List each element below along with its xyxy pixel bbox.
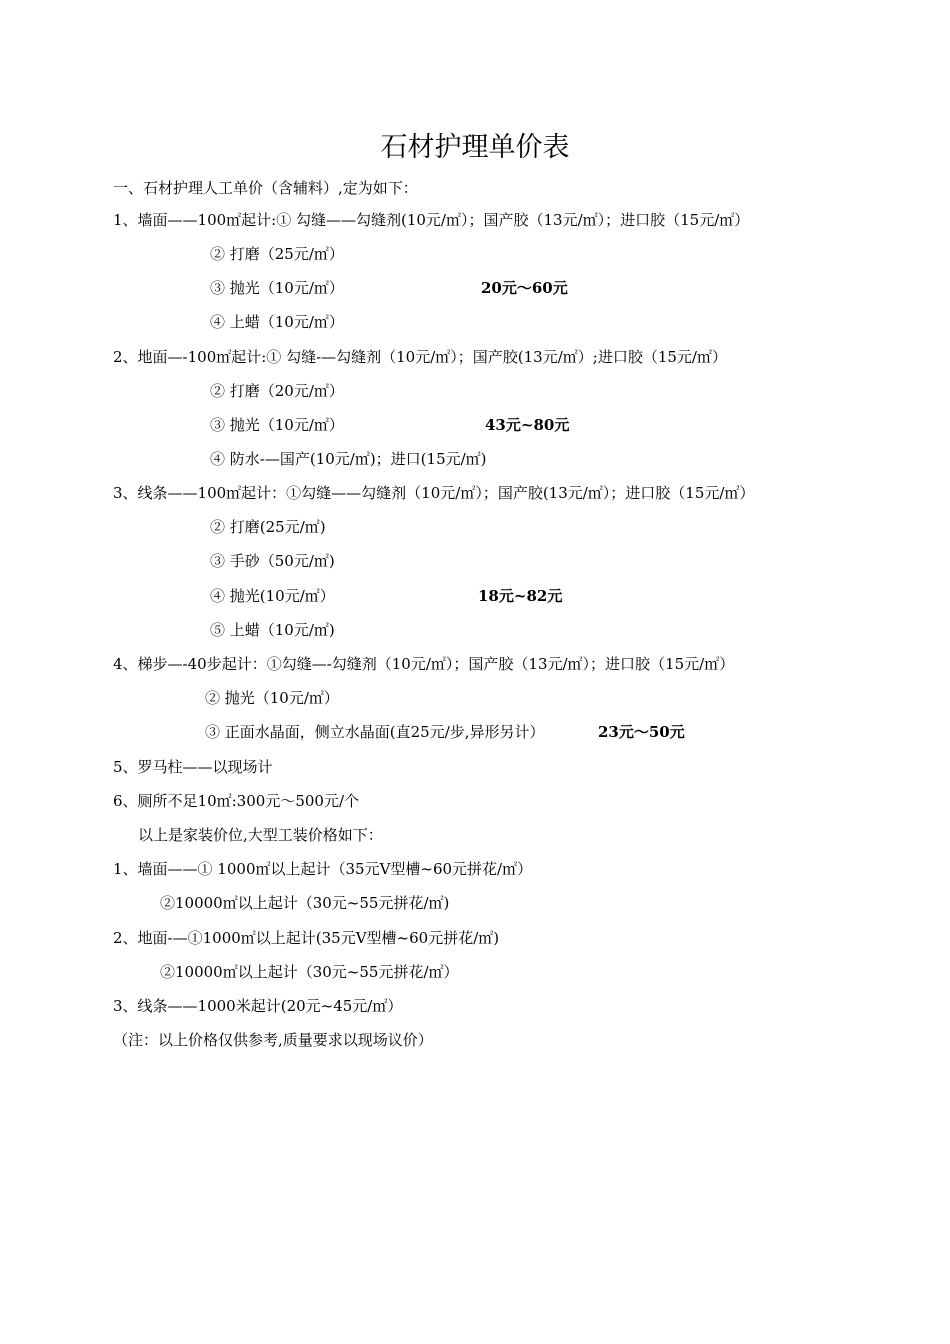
wall-price-range: 20元～60元 bbox=[481, 279, 568, 297]
stairs-price-range: 23元～50元 bbox=[598, 723, 685, 741]
trim-item-wax: ⑤ 上蜡（10元/㎡) bbox=[210, 621, 335, 639]
wall-heading: 1、墙面——100㎡起计:① 勾缝——勾缝剂(10元/㎡）；国产胶（13元/㎡）；进口胶（15元/㎡） bbox=[113, 211, 750, 229]
floor-item-waterproof: ④ 防水-—国产(10元/㎡)；进口(15元/㎡) bbox=[210, 450, 487, 468]
trim-heading: 3、线条——100㎡起计：①勾缝——勾缝剂（10元/㎡）；国产胶(13元/㎡）；进口胶（15元/㎡） bbox=[113, 484, 755, 502]
wall-item-polish: ② 打磨（25元/㎡） bbox=[210, 245, 344, 263]
large-wall-line-2: ②10000㎡以上起计（30元~55元拼花/㎡) bbox=[160, 894, 450, 912]
footnote: （注：以上价格仅供参考,质量要求以现场议价） bbox=[113, 1031, 433, 1049]
home-price-note: 以上是家装价位,大型工装价格如下： bbox=[138, 826, 383, 844]
page-title: 石材护理单价表 bbox=[380, 132, 570, 163]
intro-line: 一、石材护理人工单价（含辅料）,定为如下： bbox=[113, 179, 418, 197]
floor-price-range: 43元~80元 bbox=[485, 416, 570, 434]
stairs-item-buff: ② 抛光（10元/㎡） bbox=[205, 689, 339, 707]
stairs-item-crystal: ③ 正面水晶面，侧立水晶面(直25元/步,异形另计） bbox=[205, 723, 545, 741]
wall-item-buff: ③ 抛光（10元/㎡） bbox=[210, 279, 344, 297]
trim-item-buff: ④ 抛光(10元/㎡） bbox=[210, 587, 335, 605]
stairs-heading: 4、梯步—-40步起计：①勾缝—-勾缝剂（10元/㎡）；国产胶（13元/㎡）；进口胶（15元/㎡） bbox=[113, 655, 735, 673]
large-floor-line-1: 2、地面-—①1000㎡以上起计(35元V型槽~60元拼花/㎡) bbox=[113, 929, 500, 947]
large-trim-line: 3、线条——1000米起计(20元~45元/㎡） bbox=[113, 997, 403, 1015]
roman-column-line: 5、罗马柱——以现场计 bbox=[113, 758, 273, 776]
large-wall-line-1: 1、墙面——① 1000㎡以上起计（35元V型槽~60元拼花/㎡） bbox=[113, 860, 533, 878]
floor-item-buff: ③ 抛光（10元/㎡） bbox=[210, 416, 344, 434]
floor-heading: 2、地面—-100㎡起计:① 勾缝-—勾缝剂（10元/㎡）；国产胶(13元/㎡）;进口胶（15元/㎡） bbox=[113, 348, 727, 366]
large-floor-line-2: ②10000㎡以上起计（30元~55元拼花/㎡） bbox=[160, 963, 459, 981]
toilet-line: 6、厕所不足10㎡:300元～500元/个 bbox=[113, 792, 359, 810]
trim-price-range: 18元~82元 bbox=[478, 587, 563, 605]
floor-item-polish: ② 打磨（20元/㎡） bbox=[210, 382, 344, 400]
wall-item-wax: ④ 上蜡（10元/㎡） bbox=[210, 313, 344, 331]
trim-item-polish: ② 打磨(25元/㎡) bbox=[210, 518, 326, 536]
trim-item-sand: ③ 手砂（50元/㎡) bbox=[210, 552, 335, 570]
